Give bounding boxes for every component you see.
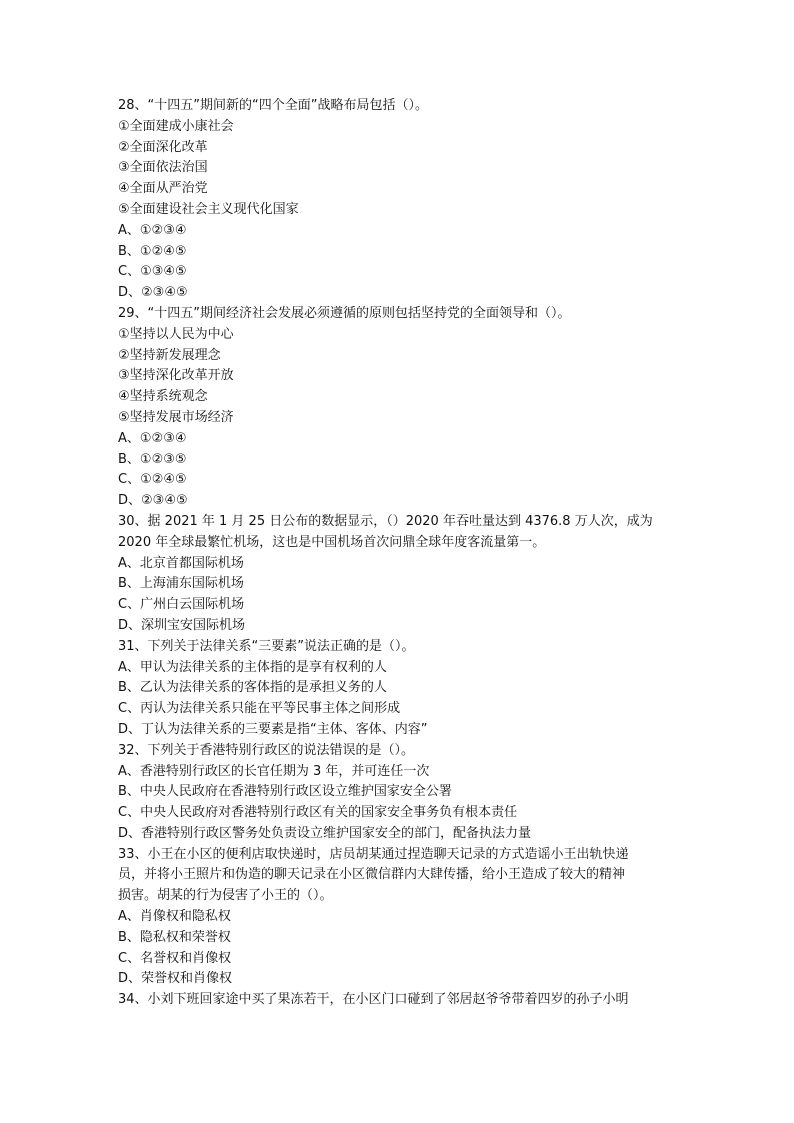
question-stem: 29、“十四五”期间经济社会发展必须遵循的原则包括坚持党的全面领导和（）。: [118, 305, 571, 321]
option: C、广州白云国际机场: [118, 597, 245, 613]
option: D、②③④⑤: [118, 493, 188, 509]
question-stem: 2020 年全球最繁忙机场，这也是中国机场首次问鼎全球年度客流量第一。: [118, 534, 546, 550]
option: B、中央人民政府在香港特别行政区设立维护国家安全公署: [118, 784, 452, 800]
option: C、中央人民政府对香港特别行政区有关的国家安全事务负有根本责任: [118, 805, 518, 821]
question-stem: 34、小刘下班回家途中买了果冻若干，在小区门口碰到了邻居赵爷爷带着四岁的孙子小明: [118, 992, 629, 1008]
option: B、乙认为法律关系的客体指的是承担义务的人: [118, 680, 387, 696]
question-stem: 33、小王在小区的便利店取快递时，店员胡某通过捏造聊天记录的方式造谣小王出轨快递: [118, 846, 629, 862]
option: D、深圳宝安国际机场: [118, 617, 246, 633]
option: A、肖像权和隐私权: [118, 909, 231, 925]
option: A、①②③④: [118, 222, 187, 238]
statement: ⑤全面建设社会主义现代化国家: [118, 201, 299, 217]
option: C、①②④⑤: [118, 472, 187, 488]
statement: ⑤坚持发展市场经济: [118, 409, 234, 425]
statement: ②坚持新发展理念: [118, 347, 221, 363]
option: D、荣誉权和肖像权: [118, 971, 233, 987]
statement: ④坚持系统观念: [118, 389, 208, 405]
option: A、香港特别行政区的长官任期为 3 年，并可连任一次: [118, 763, 430, 779]
question-stem: 员，并将小王照片和伪造的聊天记录在小区微信群内大肆传播，给小王造成了较大的精神: [118, 867, 626, 883]
statement: ①全面建成小康社会: [118, 118, 234, 134]
option: D、丁认为法律关系的三要素是指“主体、客体、内容”: [118, 721, 428, 737]
option: A、①②③④: [118, 430, 187, 446]
option: D、香港特别行政区警务处负责设立维护国家安全的部门，配备执法力量: [118, 825, 532, 841]
option: C、名誉权和肖像权: [118, 950, 232, 966]
question-stem: 损害。胡某的行为侵害了小王的（）。: [118, 888, 333, 904]
option: D、②③④⑤: [118, 285, 188, 301]
option: B、①②④⑤: [118, 243, 187, 259]
statement: ③坚持深化改革开放: [118, 368, 234, 384]
question-stem: 32、下列关于香港特别行政区的说法错误的是（）。: [118, 742, 415, 758]
statement: ③全面依法治国: [118, 160, 208, 176]
option: B、上海浦东国际机场: [118, 576, 244, 592]
option: B、隐私权和荣誉权: [118, 929, 231, 945]
question-stem: 30、据 2021 年 1 月 25 日公布的数据显示，（）2020 年吞吐量达到 4376.8 万人次，成为: [118, 513, 653, 529]
option: A、北京首都国际机场: [118, 555, 244, 571]
document-page: [118, 96, 678, 1011]
option: C、①③④⑤: [118, 264, 187, 280]
statement: ①坚持以人民为中心: [118, 326, 234, 342]
option: C、丙认为法律关系只能在平等民事主体之间形成: [118, 701, 401, 717]
option: B、①②③⑤: [118, 451, 187, 467]
statement: ④全面从严治党: [118, 181, 208, 197]
question-stem: 28、“十四五”期间新的“四个全面”战略布局包括（）。: [118, 98, 428, 113]
statement: ②全面深化改革: [118, 139, 208, 155]
question-stem: 31、下列关于法律关系“三要素”说法正确的是（）。: [118, 638, 415, 654]
option: A、甲认为法律关系的主体指的是享有权利的人: [118, 659, 387, 675]
